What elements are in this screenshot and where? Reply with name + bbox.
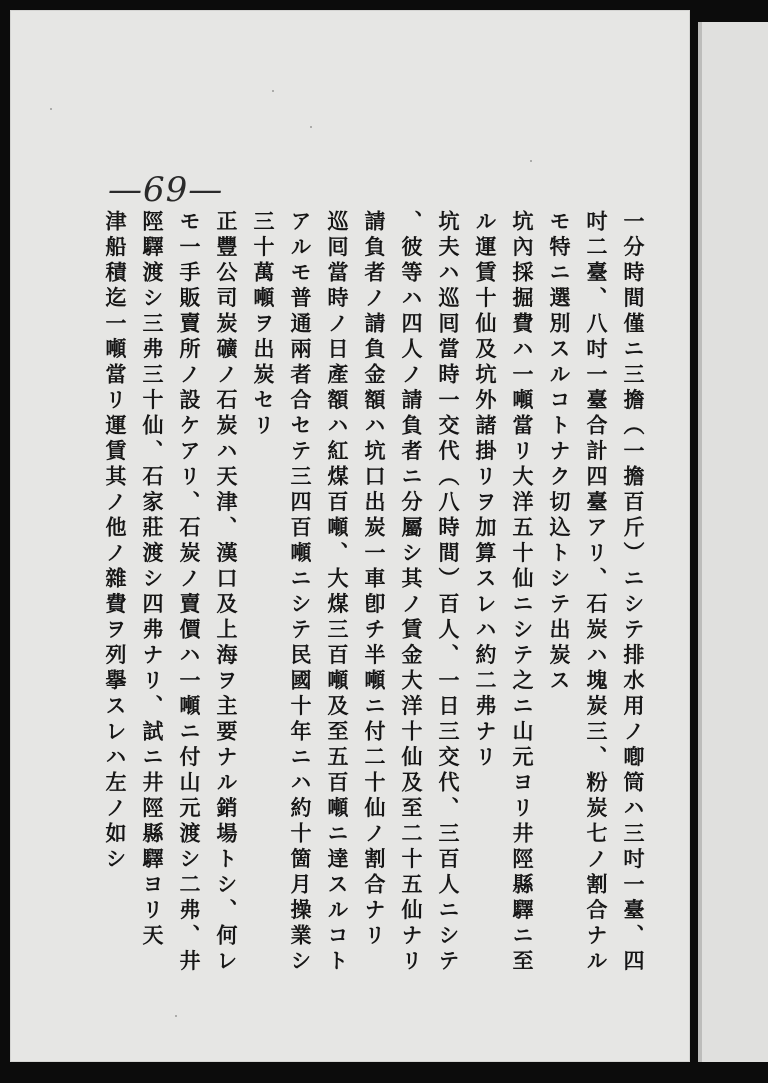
text-column-8: 請負者ノ請負金額ハ坑口出炭一車卽チ半噸ニ付二十仙ノ割合ナリ [362, 210, 386, 950]
text-column-2: 吋二臺、八吋一臺合計四臺アリ、石炭ハ塊炭三、粉炭七ノ割合ナル [584, 210, 608, 975]
paper-speck [310, 126, 312, 128]
text-column-12: 正豐公司炭礦ノ石炭ハ天津、漢口及上海ヲ主要ナル銷場トシ、何レ [214, 210, 238, 975]
page-fold-edge [698, 22, 702, 1062]
text-column-5: ル運賃十仙及坑外諸掛リヲ加算スレハ約二弗ナリ [473, 210, 497, 771]
paper-speck [272, 90, 274, 92]
text-column-6: 坑夫ハ巡囘當時一交代（八時間）百人、一日三交代、三百人ニシテ [436, 210, 460, 975]
paper-speck [175, 1015, 177, 1017]
text-column-4: 坑內採掘費ハ一噸當リ大洋五十仙ニシテ之ニ山元ヨリ井陘縣驛ニ至 [510, 210, 534, 975]
text-column-10: アルモ普通兩者合セテ三四百噸ニシテ民國十年ニハ約十箇月操業シ [288, 210, 312, 975]
text-column-7: 彼等ハ四人ノ請負者ニ分屬シ其ノ賃金大洋十仙及至二十五仙ナリ、 [399, 210, 423, 975]
text-column-3: モ特ニ選別スルコトナク切込トシテ出炭ス [547, 210, 571, 695]
paper-speck [50, 108, 52, 110]
text-column-1: 一分時間僅ニ三擔（一擔百斤）ニシテ排水用ノ喞筒ハ三吋一臺、四 [621, 210, 645, 975]
vertical-text-block [90, 210, 650, 975]
paper-speck [530, 160, 532, 162]
document-page [10, 10, 690, 1062]
page-number: —69— [108, 170, 224, 210]
text-column-14: 陘驛渡シ三弗三十仙、石家莊渡シ四弗ナリ、試ニ井陘縣驛ヨリ天 [140, 210, 164, 950]
adjacent-page [698, 22, 768, 1062]
text-column-13: モ一手販賣所ノ設ケアリ、石炭ノ賣價ハ一噸ニ付山元渡シ二弗、井 [177, 210, 201, 975]
text-column-15: 津船積迄一噸當リ運賃其ノ他ノ雜費ヲ列擧スレハ左ノ如シ [103, 210, 127, 873]
text-column-11: 三十萬噸ヲ出炭セリ [251, 210, 275, 440]
text-column-9: 巡囘當時ノ日產額ハ紅煤百噸、大煤三百噸及至五百噸ニ達スルコト [325, 210, 349, 975]
